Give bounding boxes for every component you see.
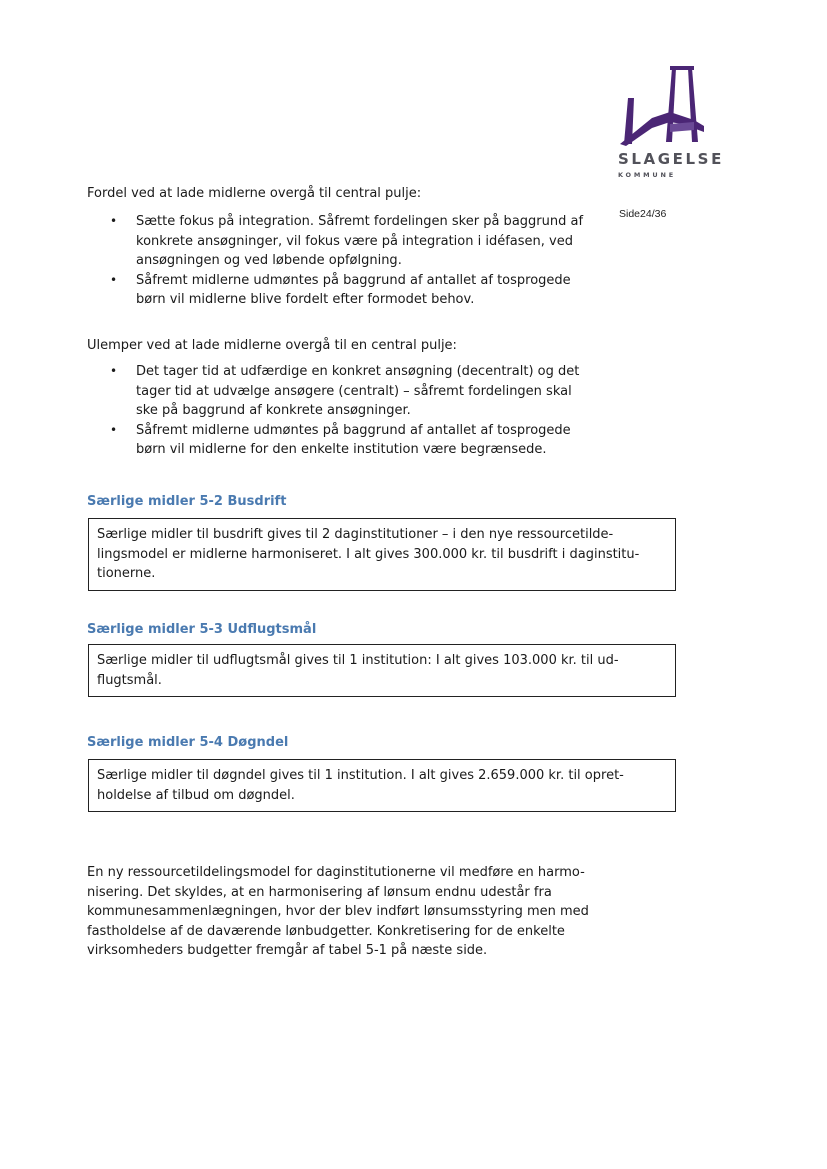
heading-udflugtsmaal: Særlige midler 5-3 Udflugtsmål — [87, 622, 317, 637]
box-line: Særlige midler til udflugtsmål gives til 1 institution: I alt gives 103.000 kr. til ud- — [97, 653, 619, 668]
list-item — [87, 362, 607, 421]
page-number: Side24/36 — [619, 208, 667, 220]
box-line: lingsmodel er midlerne harmoniseret. I alt gives 300.000 kr. til busdrift i daginstitu- — [97, 546, 640, 562]
logo-name: SLAGELSE — [618, 150, 724, 168]
box-line: flugtsmål. — [97, 672, 162, 688]
bullet-line: ske på baggrund af konkrete ansøgninger. — [136, 403, 411, 418]
box-busdrift — [88, 518, 676, 591]
heading-doegndel: Særlige midler 5-4 Døgndel — [87, 735, 289, 750]
heading-busdrift: Særlige midler 5-2 Busdrift — [87, 494, 287, 509]
list-item — [87, 271, 607, 310]
bullet-line: • Det tager tid at udfærdige en konkret ansøgning (decentralt) og det — [136, 364, 580, 379]
ulemper-list — [87, 362, 607, 460]
paragraph-line: virksomheders budgetter fremgår af tabel 5-1 på næste side. — [87, 943, 488, 958]
paragraph-line: kommunesammenlægningen, hvor der blev indført lønsumsstyring men med — [87, 904, 589, 919]
bullet-line: børn vil midlerne blive fordelt efter formodet behov. — [136, 292, 475, 307]
box-line: holdelse af tilbud om døgndel. — [97, 787, 295, 803]
paragraph-line: fastholdelse af de daværende lønbudgetter. Konkretisering for de enkelte — [87, 923, 565, 939]
bullet-line: tager tid at udvælge ansøgere (centralt) – såfremt fordelingen skal — [136, 383, 572, 399]
box-line: tionerne. — [97, 566, 156, 581]
bullet-line: • Såfremt midlerne udmøntes på baggrund af antallet af tosprogede — [136, 272, 571, 288]
fordel-intro: Fordel ved at lade midlerne overgå til central pulje: — [87, 186, 422, 201]
box-line: Særlige midler til døgndel gives til 1 institution. I alt gives 2.659.000 kr. til opret- — [97, 768, 624, 783]
closing-paragraph — [87, 863, 627, 961]
bullet-line: • Såfremt midlerne udmøntes på baggrund af antallet af tosprogede — [136, 422, 571, 438]
box-line: Særlige midler til busdrift gives til 2 daginstitutioner – i den nye ressourcetilde- — [97, 527, 614, 542]
box-udflugtsmaal — [88, 644, 676, 697]
ulemper-intro: Ulemper ved at lade midlerne overgå til en central pulje: — [87, 338, 457, 353]
slagelse-logo — [612, 64, 712, 150]
paragraph-line: En ny ressourcetildelingsmodel for daginstitutionerne vil medføre en harmo- — [87, 865, 585, 880]
bullet-line: konkrete ansøgninger, vil fokus være på integration i idéfasen, ved — [136, 233, 573, 249]
paragraph-line: nisering. Det skyldes, at en harmonisering af lønsum endnu udestår fra — [87, 884, 552, 900]
bullet-line: ansøgningen og ved løbende opfølgning. — [136, 253, 402, 268]
list-item — [87, 421, 607, 460]
list-item — [87, 212, 607, 271]
bullet-line: • Sætte fokus på integration. Såfremt fordelingen sker på baggrund af — [136, 214, 584, 229]
bullet-line: børn vil midlerne for den enkelte institution være begrænsede. — [136, 442, 547, 457]
bridge-icon — [612, 64, 712, 150]
box-doegndel — [88, 759, 676, 812]
fordel-list — [87, 212, 607, 310]
logo-subtitle: KOMMUNE — [618, 171, 676, 179]
